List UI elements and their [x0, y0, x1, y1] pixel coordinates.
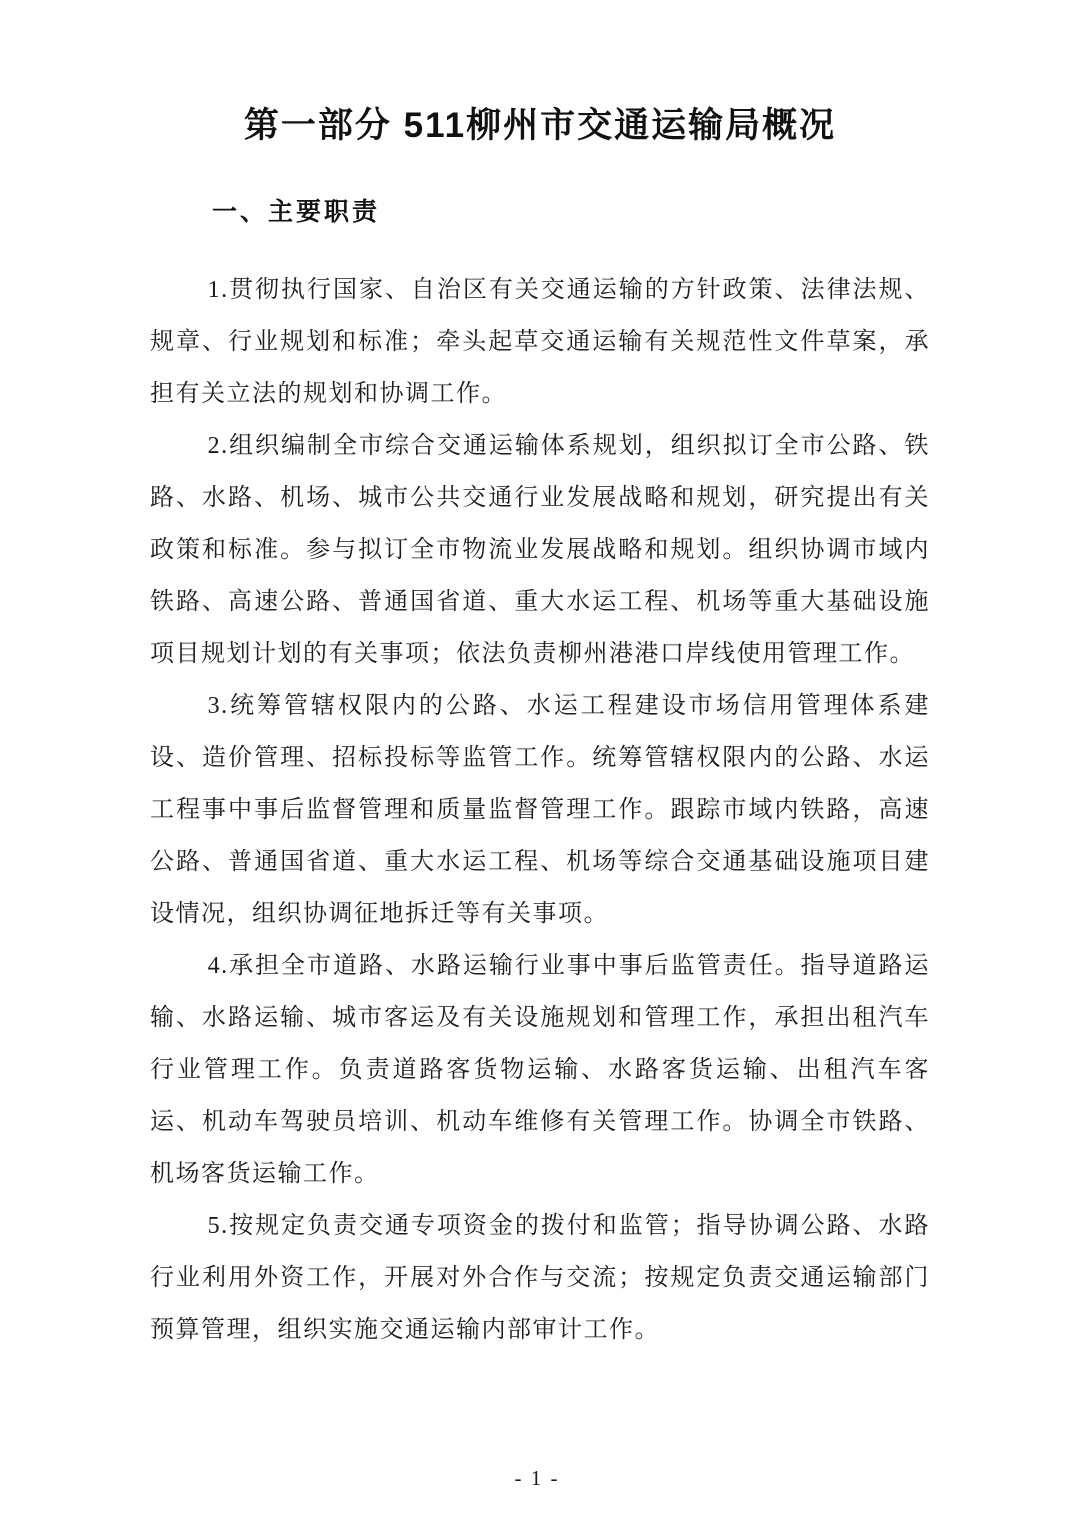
duty-paragraph-1: 1.贯彻执行国家、自治区有关交通运输的方针政策、法律法规、规章、行业规划和标准；牵头起草交通运输有关规范性文件草案，承担有关立法的规划和协调工作。 [150, 277, 930, 407]
duty-paragraph-3: 3.统筹管辖权限内的公路、水运工程建设市场信用管理体系建设、造价管理、招标投标等监管工作。统筹管辖权限内的公路、水运工程事中事后监督管理和质量监督管理工作。跟踪市域内铁路，高速公路、普通国省道、重大水运工程、机场等综合交通基础设施项目建设情况，组织协调征地拆迁等有关事项。 [150, 693, 930, 927]
duty-paragraph-2: 2.组织编制全市综合交通运输体系规划，组织拟订全市公路、铁路、水路、机场、城市公共交通行业发展战略和规划，研究提出有关政策和标准。参与拟订全市物流业发展战略和规划。组织协调市域内铁路、高速公路、普通国省道、重大水运工程、机场等重大基础设施项目规划计划的有关事项；依法负责柳州港港口岸线使用管理工作。 [150, 433, 930, 667]
page-number: - 1 - [514, 1466, 560, 1490]
section-heading-main-duties: 一、主要职责 [212, 198, 381, 226]
document-body [150, 264, 930, 1356]
duty-paragraph-5: 5.按规定负责交通专项资金的拨付和监管；指导协调公路、水路行业利用外资工作，开展对外合作与交流；按规定负责交通运输部门预算管理，组织实施交通运输内部审计工作。 [150, 1213, 930, 1343]
duty-paragraph-4: 4.承担全市道路、水路运输行业事中事后监管责任。指导道路运输、水路运输、城市客运及有关设施规划和管理工作，承担出租汽车行业管理工作。负责道路客货物运输、水路客货运输、出租汽车客运、机动车驾驶员培训、机动车维修有关管理工作。协调全市铁路、机场客货运输工作。 [150, 953, 930, 1187]
document-title: 第一部分 511柳州市交通运输局概况 [243, 106, 837, 145]
